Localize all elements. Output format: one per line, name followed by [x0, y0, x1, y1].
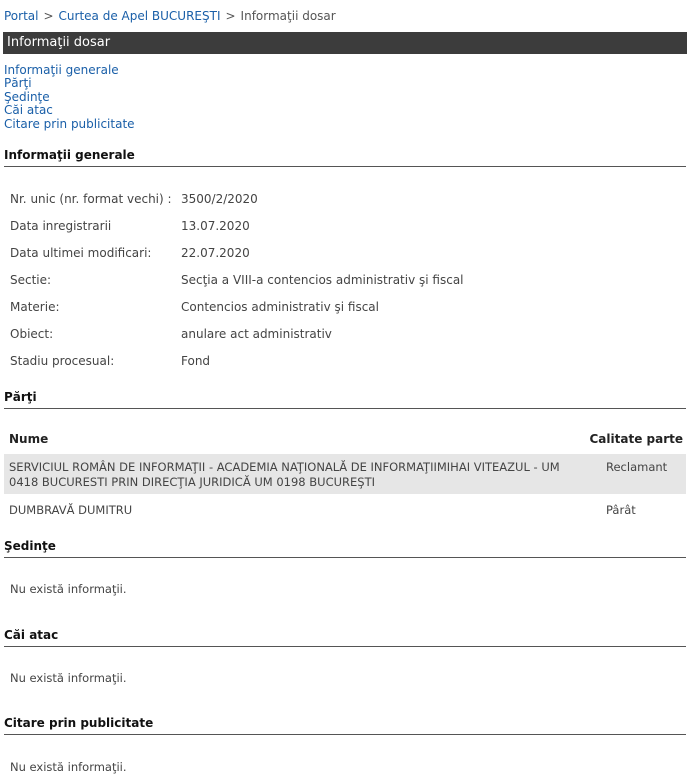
info-value: 3500/2/2020 — [181, 192, 258, 206]
table-row — [4, 454, 686, 494]
party-name: SERVICIUL ROMÂN DE INFORMAŢII - ACADEMIA NAŢIONALĂ DE INFORMAŢIIMIHAI VITEAZUL - UM 0418 BUCURESTI PRIN DIRECŢIA JURIDICĂ UM 0198 BUCUREŞTI — [9, 460, 560, 489]
nav-link-informatii-generale[interactable]: Informaţii generale — [4, 63, 119, 77]
section-heading-citare: Citare prin publicitate — [4, 716, 686, 735]
info-label: Sectie: — [10, 273, 52, 287]
info-label: Data inregistrarii — [10, 219, 112, 233]
breadcrumb — [4, 9, 336, 23]
nav-link-cai-atac[interactable]: Căi atac — [4, 103, 53, 118]
table-row — [4, 497, 686, 523]
page-title: Informaţii dosar — [3, 32, 687, 54]
info-value: Contencios administrativ şi fiscal — [181, 300, 379, 314]
info-label: Materie: — [10, 300, 60, 314]
info-label: Nr. unic (nr. format vechi) : — [10, 192, 172, 206]
info-value: Secţia a VIII-a contencios administrativ şi fiscal — [181, 273, 464, 287]
info-value: anulare act administrativ — [181, 327, 332, 341]
empty-message: Nu există informaţii. — [10, 671, 127, 685]
party-name: DUMBRAVĂ DUMITRU — [9, 503, 133, 517]
nav-link-sedinte[interactable]: Şedinţe — [4, 89, 50, 104]
info-label: Stadiu procesual: — [10, 354, 115, 368]
info-value: 22.07.2020 — [181, 246, 250, 260]
section-heading-sedinte: Şedinţe — [4, 539, 686, 558]
column-header-nume: Nume — [9, 432, 49, 446]
section-heading-informatii-generale: Informaţii generale — [4, 148, 686, 167]
info-value: 13.07.2020 — [181, 219, 250, 233]
nav-link-parti[interactable]: Părţi — [4, 76, 32, 91]
breadcrumb-separator: > — [225, 9, 236, 23]
party-role: Reclamant — [606, 460, 668, 474]
empty-message: Nu există informaţii. — [10, 760, 127, 774]
section-heading-parti: Părţi — [4, 390, 686, 409]
empty-message: Nu există informaţii. — [10, 582, 127, 596]
nav-link-citare[interactable]: Citare prin publicitate — [4, 116, 135, 131]
parti-table-header — [9, 432, 683, 446]
breadcrumb-current: Informaţii dosar — [240, 9, 336, 23]
breadcrumb-separator: > — [43, 9, 54, 23]
info-value: Fond — [181, 354, 211, 368]
breadcrumb-court-link[interactable]: Curtea de Apel BUCUREŞTI — [58, 9, 221, 23]
info-label: Obiect: — [10, 327, 54, 341]
section-heading-cai-atac: Căi atac — [4, 628, 686, 647]
party-role: Pârât — [606, 503, 636, 517]
info-label: Data ultimei modificari: — [10, 246, 152, 260]
column-header-calitate: Calitate parte — [589, 432, 683, 446]
section-nav — [4, 64, 135, 131]
breadcrumb-portal-link[interactable]: Portal — [4, 9, 39, 23]
